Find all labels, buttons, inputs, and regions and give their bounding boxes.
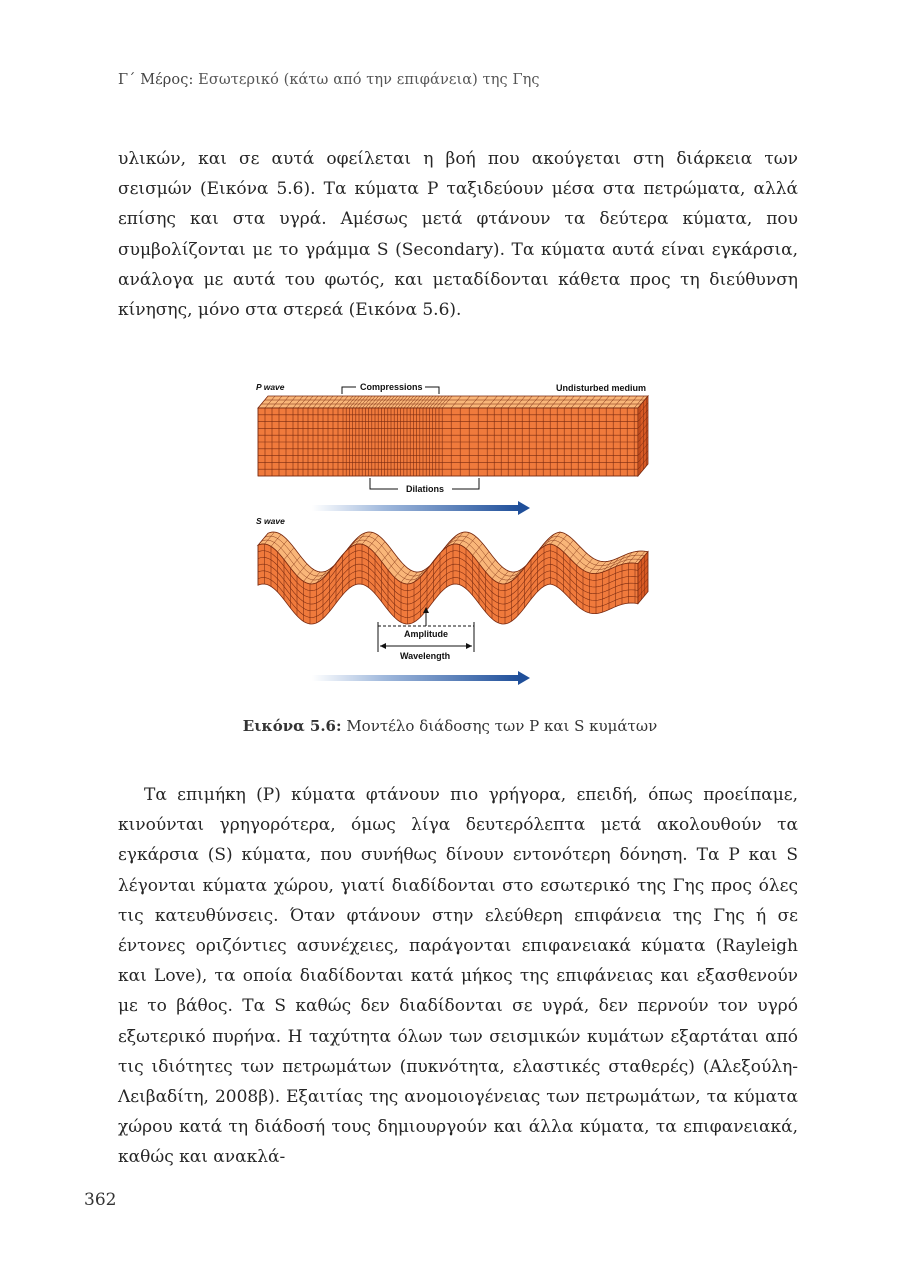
p-wave-label: P wave xyxy=(256,382,285,392)
wavelength-label: Wavelength xyxy=(400,651,451,661)
running-head-title: Εσωτερικό (κάτω από την επιφάνεια) της Γης xyxy=(198,72,540,88)
running-head xyxy=(118,72,540,88)
s-wave-block xyxy=(258,532,648,624)
page-number: 362 xyxy=(84,1190,117,1210)
p-wave-block xyxy=(258,396,648,476)
undisturbed-medium-label: Undisturbed medium xyxy=(556,383,647,393)
s-wave-arrowhead xyxy=(518,671,530,685)
compressions-bracket-right xyxy=(425,387,439,394)
paragraph-1: υλικών, και σε αυτά οφείλεται η βοή που ακούγεται στη διάρκεια των σεισμών (Εικόνα 5.6). Τα κύματα P ταξιδεύουν μέσα στα πετρώματα, αλλά επίσης και στα υγρά. Αμέσως μετά φτάνουν τα δεύτερα κύματα, που συμβολίζονται με το γράμμα S (Secondary). Τα κύματα αυτά είναι εγκάρσια, ανάλογα με αυτά του φωτός, και μεταδίδονται κάθετα προς τη διεύθυνση κίνησης, μόνο στα στερεά (Εικόνα 5.6). xyxy=(118,149,798,321)
wavelength-arrow-left xyxy=(380,643,386,649)
running-head-part: Γ΄ Μέρος: xyxy=(118,72,194,88)
compressions-label: Compressions xyxy=(360,382,423,392)
paragraph-2: Τα επιμήκη (P) κύματα φτάνουν πιο γρήγορα, επειδή, όπως προείπαμε, κινούνται γρηγορότερα, όμως λίγα δευτερόλεπτα μετά ακολουθούν τα εγκάρσια (S) κύματα, που συνήθως δίνουν εντονότερη δόνηση. Τα P και S λέγονται κύματα χώρου, γιατί διαδίδονται στο εσωτερικό της Γης προς όλες τις κατευθύνσεις. Όταν φτάνουν στην ελεύθερη επιφάνεια της Γης ή σε έντονες οριζόντιες ασυνέχειες, παράγονται επιφανειακά κύματα (Rayleigh και Love), τα οποία διαδίδονται κατά μήκος της επιφάνειας και εξασθενούν με το βάθος. Τα S καθώς δεν διαδίδονται σε υγρά, δεν περνούν τον υγρό εξωτερικό πυρήνα. Η ταχύτητα όλων των σεισμικών κυμάτων εξαρτάται από τις ιδιότητες των πετρωμάτων (πυκνότητα, ελαστικές σταθερές) (Αλεξούλη-Λειβαδίτη, 2008β). Εξαιτίας της ανομοιογένειας των πετρωμάτων, τα κύματα χώρου κατά τη διάδοσή τους δημιουργούν και άλλα κύματα, τα επιφανειακά, καθώς και ανακλά- xyxy=(118,785,798,1168)
dilations-bracket-right xyxy=(452,478,479,489)
amplitude-label: Amplitude xyxy=(404,629,448,639)
dilations-bracket-left xyxy=(370,478,398,489)
caption-label: Εικόνα 5.6: xyxy=(242,717,342,735)
p-wave-direction-arrow xyxy=(312,505,520,511)
wavelength-arrow-right xyxy=(466,643,472,649)
wave-diagram-svg xyxy=(250,378,660,690)
dilations-label: Dilations xyxy=(406,484,445,494)
figure-caption xyxy=(0,717,900,735)
p-wave-arrowhead xyxy=(518,501,530,515)
compressions-bracket-left xyxy=(342,387,356,394)
figure-wave-diagram xyxy=(250,378,660,690)
s-wave-direction-arrow xyxy=(312,675,520,681)
s-wave-label: S wave xyxy=(256,516,285,526)
caption-text: Μοντέλο διάδοσης των P και S κυμάτων xyxy=(346,717,658,735)
